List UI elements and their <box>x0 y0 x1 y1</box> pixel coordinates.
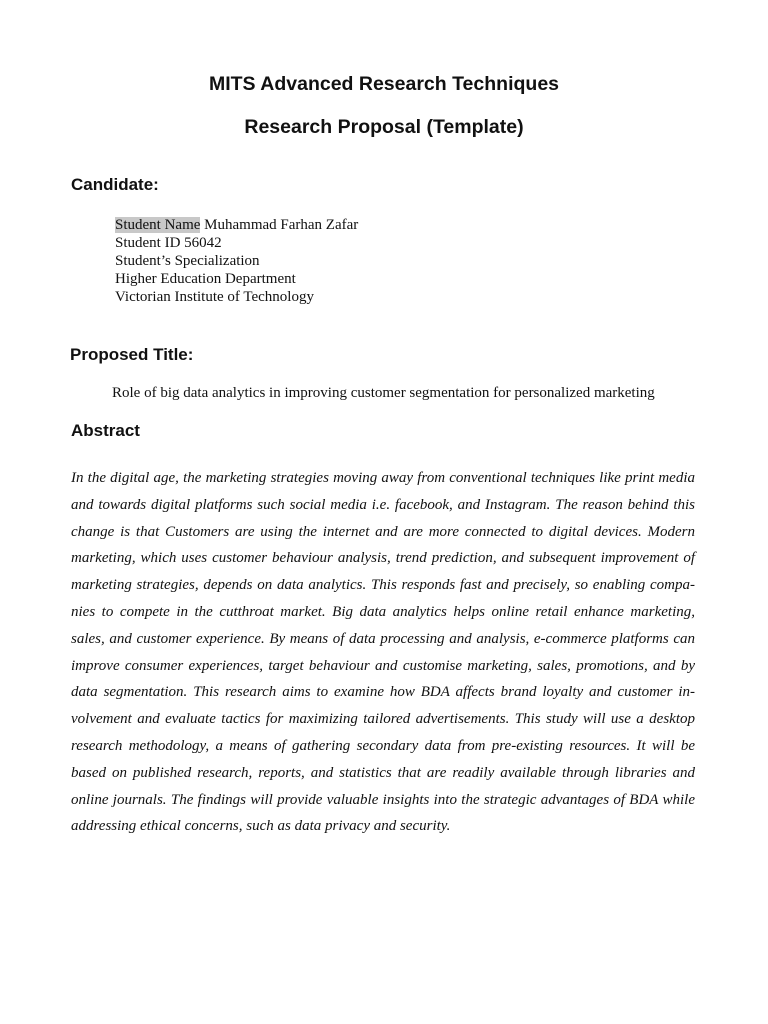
candidate-heading: Candidate: <box>71 175 159 194</box>
abstract-line: change is that Customers are using the internet and are more connected to digital devices. Modern <box>71 523 695 540</box>
proposed-title-heading: Proposed Title: <box>70 345 194 364</box>
student-name-label: Student Name <box>115 217 201 233</box>
student-name-line <box>115 216 358 234</box>
department: Higher Education Department <box>115 271 296 287</box>
student-id: Student ID 56042 <box>115 235 222 251</box>
candidate-details <box>115 216 358 306</box>
abstract-line: addressing ethical concerns, such as data privacy and security. <box>71 818 451 835</box>
abstract-line: nies to compete in the cutthroat market. Big data analytics helps online retail enhance marketing, <box>71 603 695 620</box>
abstract-body <box>71 465 695 840</box>
document-title: MITS Advanced Research Techniques <box>208 73 560 95</box>
abstract-line: data segmentation. This research aims to examine how BDA affects brand loyalty and customer in- <box>71 684 695 701</box>
proposed-title-text: Role of big data analytics in improving customer segmentation for personalized marketing <box>112 385 655 401</box>
abstract-line: sales, and customer experience. By means of data processing and analysis, e-commerce platforms can <box>71 630 695 647</box>
abstract-heading: Abstract <box>71 421 140 440</box>
document-subtitle: Research Proposal (Template) <box>244 116 524 138</box>
abstract-line: marketing, which uses customer behaviour analysis, trend prediction, and subsequent improvement of <box>71 550 695 567</box>
student-name-value: Muhammad Farhan Zafar <box>204 217 359 233</box>
abstract-line: In the digital age, the marketing strategies moving away from conventional techniques like print media <box>71 470 695 486</box>
abstract-line: marketing strategies, depends on data analytics. This responds fast and precisely, so enabling compa- <box>71 577 695 594</box>
student-specialization: Student’s Specialization <box>115 253 260 269</box>
abstract-line: research methodology, a means of gathering secondary data from pre-existing resources. It will be <box>71 737 695 754</box>
abstract-line: based on published research, reports, and statistics that are readily available through libraries and <box>71 764 695 781</box>
institute: Victorian Institute of Technology <box>115 289 314 305</box>
abstract-line: volvement and evaluate tactics for maximizing tailored advertisements. This study will use a desktop <box>71 711 695 728</box>
abstract-line: and towards digital platforms such social media i.e. facebook, and Instagram. The reason behind this <box>71 496 695 513</box>
abstract-line: online journals. The findings will provide valuable insights into the strategic advantages of BDA while <box>71 791 695 808</box>
abstract-line: improve consumer experiences, target behaviour and customise marketing, sales, promotions, and by <box>71 657 695 674</box>
